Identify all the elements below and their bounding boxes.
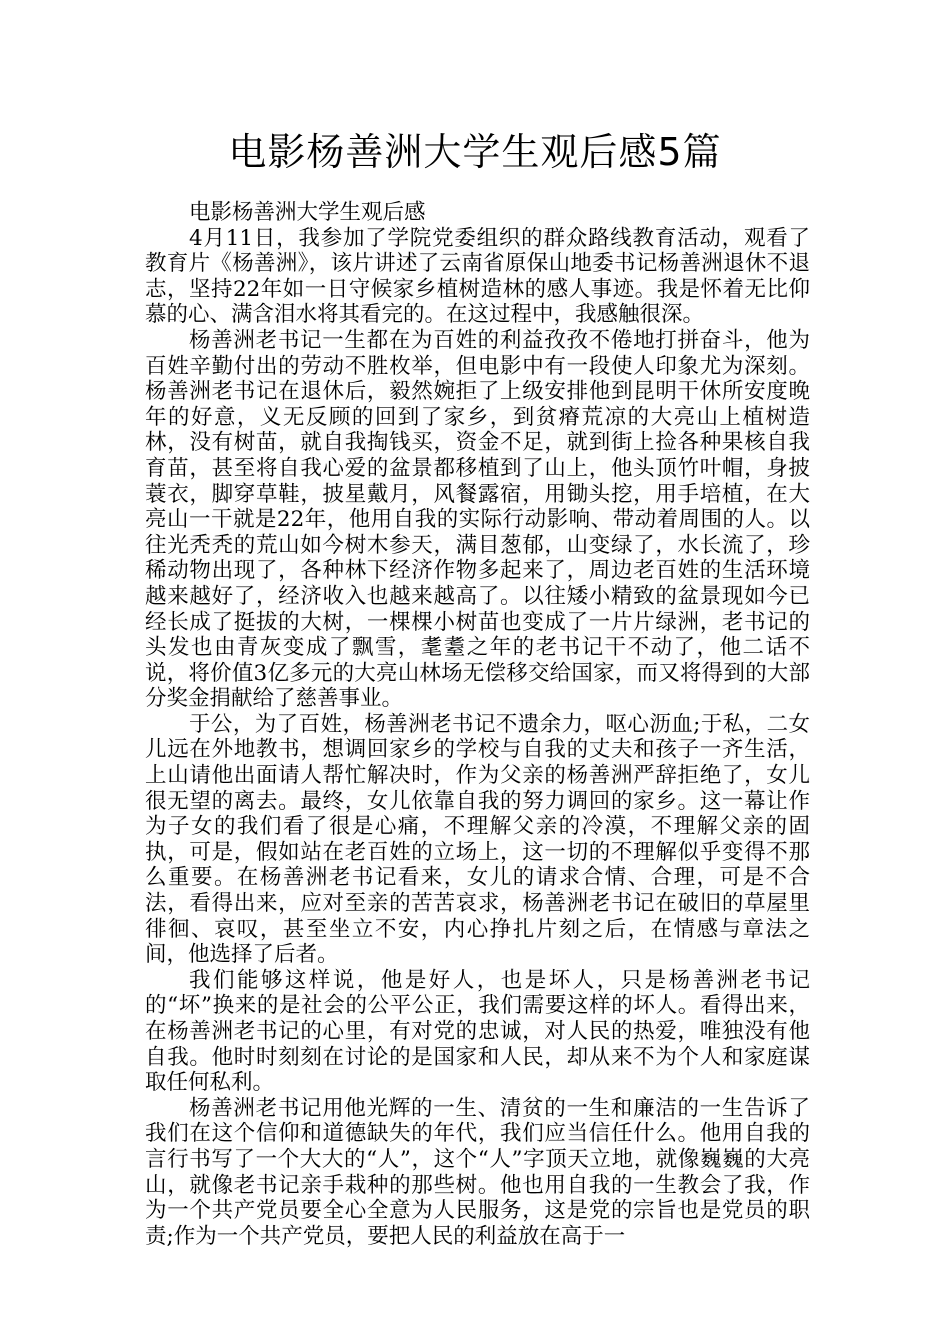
document-subtitle: 电影杨善洲大学生观后感 xyxy=(189,200,426,225)
paragraph: 4月11日，我参加了学院党委组织的群众路线教育活动，观看了教育片《杨善洲》，该片讲述了云南省原保山地委书记杨善洲退休不退志，坚持22年如一日守候家乡植树造林的感人事迹。我是怀着无比仰慕的心、满含泪水将其看完的。在这过程中，我感触很深。 xyxy=(145,225,810,328)
paragraph: 于公，为了百姓，杨善洲老书记不遗余力，呕心沥血;于私，二女儿远在外地教书，想调回家乡的学校与自我的丈夫和孩子一齐生活，上山请他出面请人帮忙解决时，作为父亲的杨善洲严辞拒绝了，女儿很无望的离去。最终，女儿依靠自我的努力调回的家乡。这一幕让作为子女的我们看了很是心痛，不理解父亲的冷漠，不理解父亲的固执，可是，假如站在老百姓的立场上，这一切的不理解似乎变得不那么重要。在杨善洲老书记看来，女儿的请求合情、合理，可是不合法，看得出来，应对至亲的苦苦哀求，杨善洲老书记在破旧的草屋里徘徊、哀叹，甚至坐立不安，内心挣扎片刻之后，在情感与章法之间，他选择了后者。 xyxy=(145,711,810,968)
paragraph: 杨善洲老书记一生都在为百姓的利益孜孜不倦地打拼奋斗，他为百姓辛勤付出的劳动不胜枚举，但电影中有一段使人印象尤为深刻。杨善洲老书记在退休后，毅然婉拒了上级安排他到昆明干休所安度晚年的好意，义无反顾的回到了家乡，到贫瘠荒凉的大亮山上植树造林，没有树苗，就自我掏钱买，资金不足，就到街上捡各种果核自我育苗，甚至将自我心爱的盆景都移植到了山上，他头顶竹叶帽，身披蓑衣，脚穿草鞋，披星戴月，风餐露宿，用锄头挖，用手培植，在大亮山一干就是22年，他用自我的实际行动影响、带动着周围的人。以往光秃秃的荒山如今树木参天，满目葱郁，山变绿了，水长流了，珍稀动物出现了，各种林下经济作物多起来了，周边老百姓的生活环境越来越好了，经济收入也越来越高了。以往矮小精致的盆景现如今已经长成了挺拔的大树，一棵棵小树苗也变成了一片片绿洲，老书记的头发也由青灰变成了飘雪，耄耋之年的老书记干不动了，他二话不说，将价值3亿多元的大亮山林场无偿移交给国家，而又将得到的大部分奖金捐献给了慈善事业。 xyxy=(145,327,810,712)
document-title: 电影杨善洲大学生观后感5篇 xyxy=(228,130,722,174)
paragraph: 我们能够这样说，他是好人，也是坏人，只是杨善洲老书记的“坏”换来的是社会的公平公正，我们需要这样的坏人。看得出来，在杨善洲老书记的心里，有对党的忠诚，对人民的热爱，唯独没有他自我。他时时刻刻在讨论的是国家和人民，却从来不为个人和家庭谋取任何私利。 xyxy=(145,967,810,1096)
document-body xyxy=(145,200,810,1249)
paragraph: 杨善洲老书记用他光辉的一生、清贫的一生和廉洁的一生告诉了我们在这个信仰和道德缺失的年代，我们应当信任什么。他用自我的言行书写了一个大大的“人”，这个“人”字顶天立地，就像巍巍的大亮山，就像老书记亲手栽种的那些树。他也用自我的一生教会了我，作为一个共产党员要全心全意为人民服务，这是党的宗旨也是党员的职责;作为一个共产党员，要把人民的利益放在高于一 xyxy=(145,1095,810,1249)
